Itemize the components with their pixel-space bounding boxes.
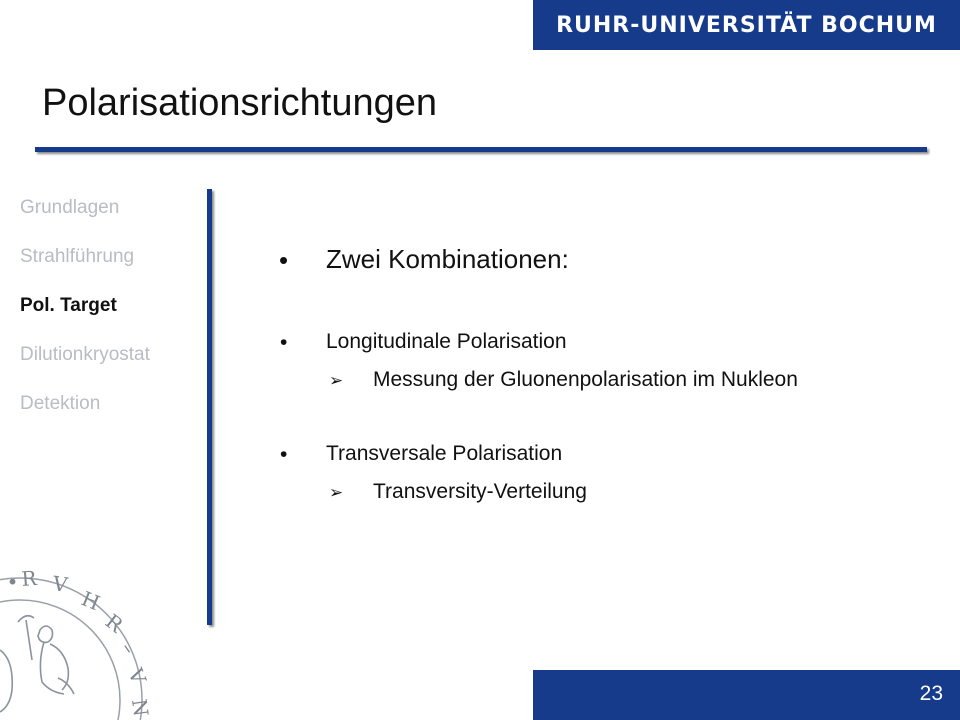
arrow-bullet-icon: ➢ (329, 483, 344, 502)
svg-text:V: V (123, 664, 152, 688)
footer-bar (533, 670, 960, 720)
arrow-bullet-icon: ➢ (329, 371, 344, 390)
logo-text: RUHR-UNIVERSITÄT BOCHUM (556, 12, 937, 38)
university-logo (533, 0, 960, 50)
svg-text:R: R (20, 565, 38, 591)
bullet-transversal: Transversale Polarisation (326, 442, 563, 465)
sidebar-item-strahlfuehrung[interactable]: Strahlführung (20, 246, 135, 267)
page-number: 23 (919, 682, 943, 705)
title-divider (35, 147, 927, 152)
sidebar-item-dilutionkryostat[interactable]: Dilutionkryostat (20, 344, 150, 365)
page-title: Polarisationsrichtungen (42, 82, 438, 124)
bullet-dot: • (280, 443, 288, 466)
university-seal-icon (0, 560, 170, 720)
svg-text:•: • (4, 569, 21, 595)
bullet-dot: • (280, 331, 288, 354)
sidebar-item-grundlagen[interactable]: Grundlagen (20, 197, 120, 218)
svg-text:R: R (100, 609, 128, 638)
sub-bullet-gluon: Messung der Gluonenpolarisation im Nukleon (373, 368, 798, 391)
svg-text:H: H (78, 586, 104, 616)
sidebar-nav (20, 194, 150, 439)
svg-text:–: – (115, 637, 142, 660)
svg-text:V: V (51, 571, 69, 597)
svg-text:N: N (127, 697, 154, 719)
sidebar-item-pol-target[interactable]: Pol. Target (20, 295, 117, 316)
content-heading: Zwei Kombinationen: (326, 244, 569, 274)
bullet-dot: • (279, 245, 289, 275)
sidebar-divider (207, 189, 212, 625)
bullet-longitudinal: Longitudinale Polarisation (326, 330, 567, 353)
sidebar-item-detektion[interactable]: Detektion (20, 393, 101, 414)
sub-bullet-transversity: Transversity-Verteilung (373, 480, 587, 503)
